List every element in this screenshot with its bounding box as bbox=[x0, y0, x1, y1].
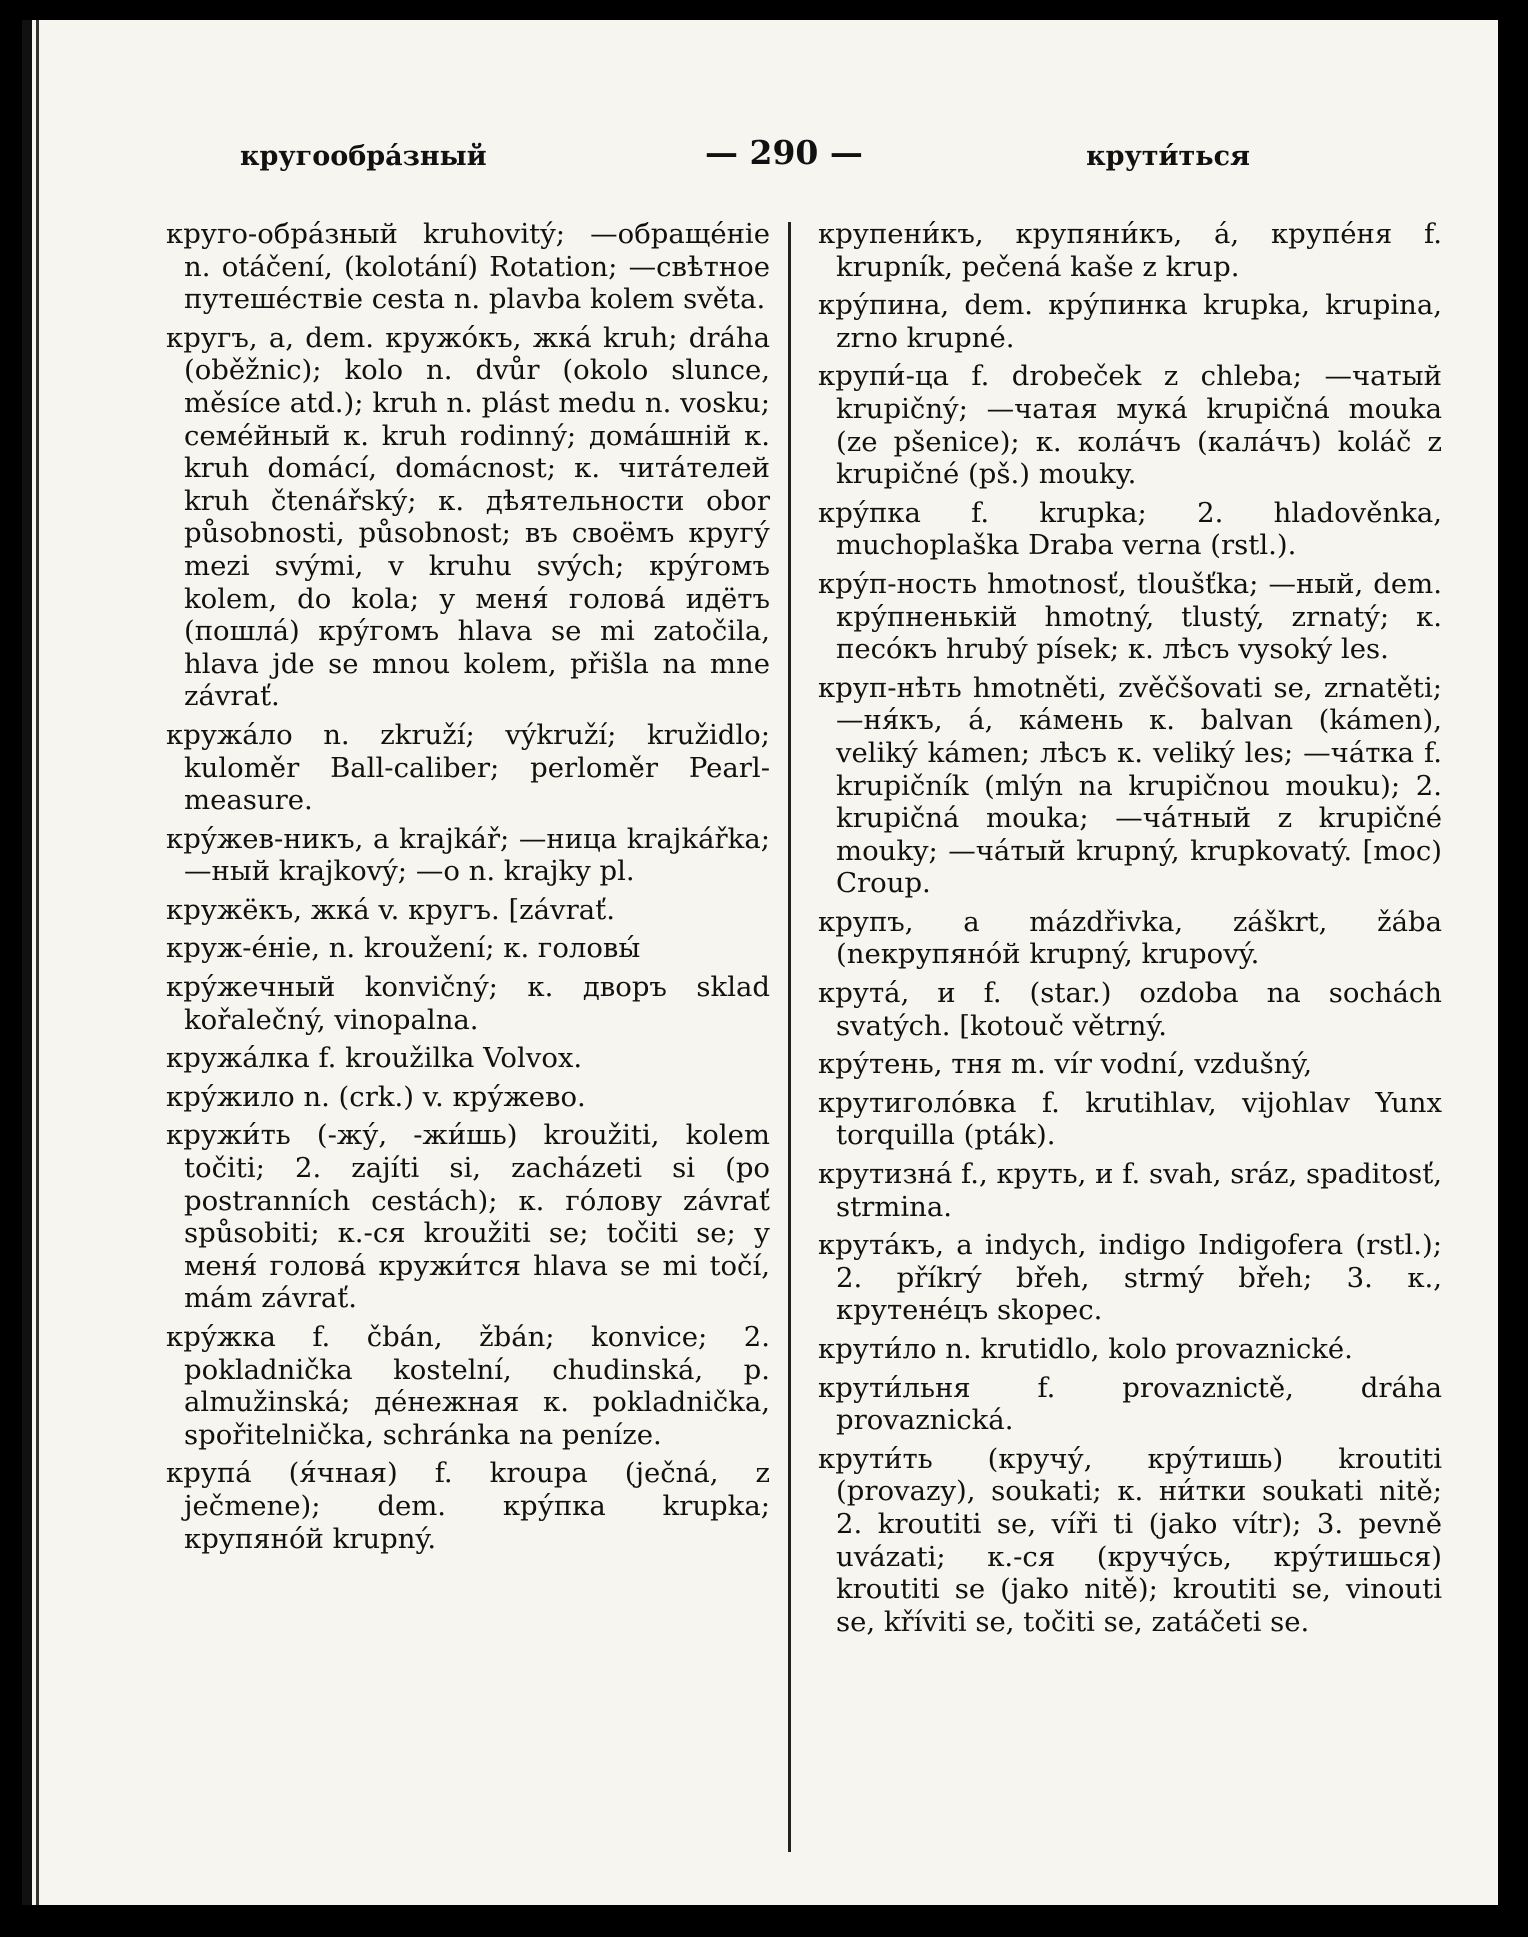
dictionary-entry: кру́тень, тня m. vír vodní, vzdušný, bbox=[818, 1048, 1313, 1081]
column-divider bbox=[788, 222, 791, 1852]
header-left-guideword: кругообра́зный bbox=[240, 141, 487, 172]
dictionary-entry: кружи́ть (-жу́, -жи́шь) kroužiti, kolem točiti; 2. zajíti si, zacházeti si (po postranních cestách); к. го́лову závrať spůsobiti; к.-ся kroužiti se; točiti se; у меня́ голова́ кружи́тся hlava se mi točí, mám závrať. bbox=[166, 1119, 770, 1315]
dictionary-entry: крута́, и f. (star.) ozdoba na sochách svatých. [kotouč větrný. bbox=[818, 977, 1442, 1042]
dictionary-entry: кру́жев-никъ, a krajkář; —ница krajkářka; —ный krajkový; —о n. krajky pl. bbox=[166, 822, 770, 888]
dictionary-entry: круж-е́ніе, n. kroužení; к. головы́ bbox=[166, 932, 641, 965]
dictionary-entry: кружа́лка f. kroužilka Volvox. bbox=[166, 1042, 583, 1075]
dictionary-entry: крупъ, a mázdřivka, záškrt, žába (neкрупяно́й krupný, krupový. bbox=[818, 905, 1442, 971]
dictionary-entry: крути́ло n. krutidlo, kolo provaznické. bbox=[818, 1333, 1353, 1365]
dictionary-entry: крутиголо́вка f. krutihlav, vijohlav Yunx torquilla (pták). bbox=[818, 1086, 1442, 1152]
dictionary-entry: кру́жечный konvičný; к. дворъ sklad kořalečný, vinopalna. bbox=[166, 971, 770, 1036]
page-edge-line bbox=[36, 20, 39, 1905]
dictionary-entry: крупа́ (я́чная) f. kroupa (ječná, z ječmene); dem. кру́пка krupka; крупяно́й krupný. bbox=[166, 1457, 770, 1555]
dictionary-entry: кру́пка f. krupka; 2. hladověnka, muchoplaška Draba verna (rstl.). bbox=[818, 496, 1442, 562]
page-number: — 290 — bbox=[705, 133, 863, 172]
dictionary-entry: крупени́къ, крупяни́къ, а́, крупе́ня f. krupník, pečená kaše z krup. bbox=[818, 218, 1442, 283]
dictionary-entry: крути́льня f. provaznictě, dráha provaznická. bbox=[818, 1371, 1442, 1437]
page-header bbox=[240, 133, 1250, 183]
dictionary-entry: кругъ, a, dem. кружо́къ, жка́ kruh; dráha (oběžnic); kolo n. dvůr (okolo slunce, měsíce atd.); kruh n. plást medu n. vosku; семе́йный к. kruh rodinný; дома́шній к. kruh domácí, domácnost; к. чита́телей kruh čtenářský; к. дѣятельности obor působnosti, působnost; въ своёмъ кругу́ mezi svými, v kruhu svých; кру́гомъ kolem, do kola; у меня́ голова́ идётъ (пошла́) кру́гомъ hlava se mi zatočila, hlava jde se mnou kolem, přišla na mne závrať. bbox=[166, 321, 770, 713]
right-column bbox=[818, 218, 1442, 1644]
dictionary-entry: крута́къ, a indych, indigo Indigofera (rstl.); 2. příkrý břeh, strmý břeh; 3. к., крутене́цъ skopec. bbox=[818, 1229, 1442, 1327]
header-right-guideword: крути́ться bbox=[1086, 141, 1250, 172]
dictionary-entry: кру́пина, dem. кру́пинка krupka, krupina, zrno krupné. bbox=[818, 289, 1442, 354]
left-column bbox=[166, 218, 770, 1561]
dictionary-entry: крупи́-ца f. drobeček z chleba; —чатый krupičný; —чатая мука́ krupičná mouka (ze pšenice); к. кола́чъ (кала́чъ) koláč z krupičné (pš.) mouky. bbox=[818, 360, 1442, 491]
dictionary-entry: кру́жка f. čbán, žbán; konvice; 2. pokladnička kostelní, chudinská, p. almužinská; де́нежная к. pokladnička, spořitelnička, schránka na peníze. bbox=[166, 1321, 770, 1451]
dictionary-entry: крутизна́ f., круть, и f. svah, sráz, spaditosť, strmina. bbox=[818, 1158, 1442, 1223]
dictionary-entry: круго-обра́зный kruhovitý; —обраще́ніе n. otáčení, (kolotání) Rotation; —свѣтное путеше́ствіе cesta n. plavba kolem světa. bbox=[166, 218, 770, 316]
dictionary-entry: круп-нѣть hmotněti, zvěčšovati se, zrnatěti; —ня́къ, á, ка́мень к. balvan (kámen), veliký kámen; лѣсъ к. veliký les; —ча́тка f. krupičník (mlýn na krupičnou mouku); 2. krupičná mouka; —ча́тный z krupičné mouky; —ча́тый krupný, krupkovatý. [moc) Croup. bbox=[818, 671, 1442, 900]
dictionary-entry: кружа́ло n. zkruží; výkruží; kružidlo; kuloměr Ball-caliber; perloměr Pearl-measure. bbox=[166, 718, 770, 817]
page-edge-shadow bbox=[22, 20, 32, 1905]
dictionary-entry: кружёкъ, жка́ v. кругъ. [závrať. bbox=[166, 893, 615, 926]
dictionary-entry: кру́жило n. (crk.) v. кру́жево. bbox=[166, 1080, 586, 1113]
dictionary-entry: крути́ть (кручу́, кру́тишь) kroutiti (provazy), soukati; к. ни́тки soukati nitě; 2. kroutiti se, víři ti (jako vítr); 3. pevně uvázati; к.-ся (кручу́сь, кру́тишься) kroutiti se (jako nitě); kroutiti se, vinouti se, kříviti se, točiti se, zatáčeti se. bbox=[818, 1442, 1442, 1638]
dictionary-entry: кру́п-ность hmotnosť, tloušťka; —ный, dem. кру́пненькій hmotný, tlustý, zrnatý; к. песо́къ hrubý písek; к. лѣсъ vysoký les. bbox=[818, 567, 1442, 666]
